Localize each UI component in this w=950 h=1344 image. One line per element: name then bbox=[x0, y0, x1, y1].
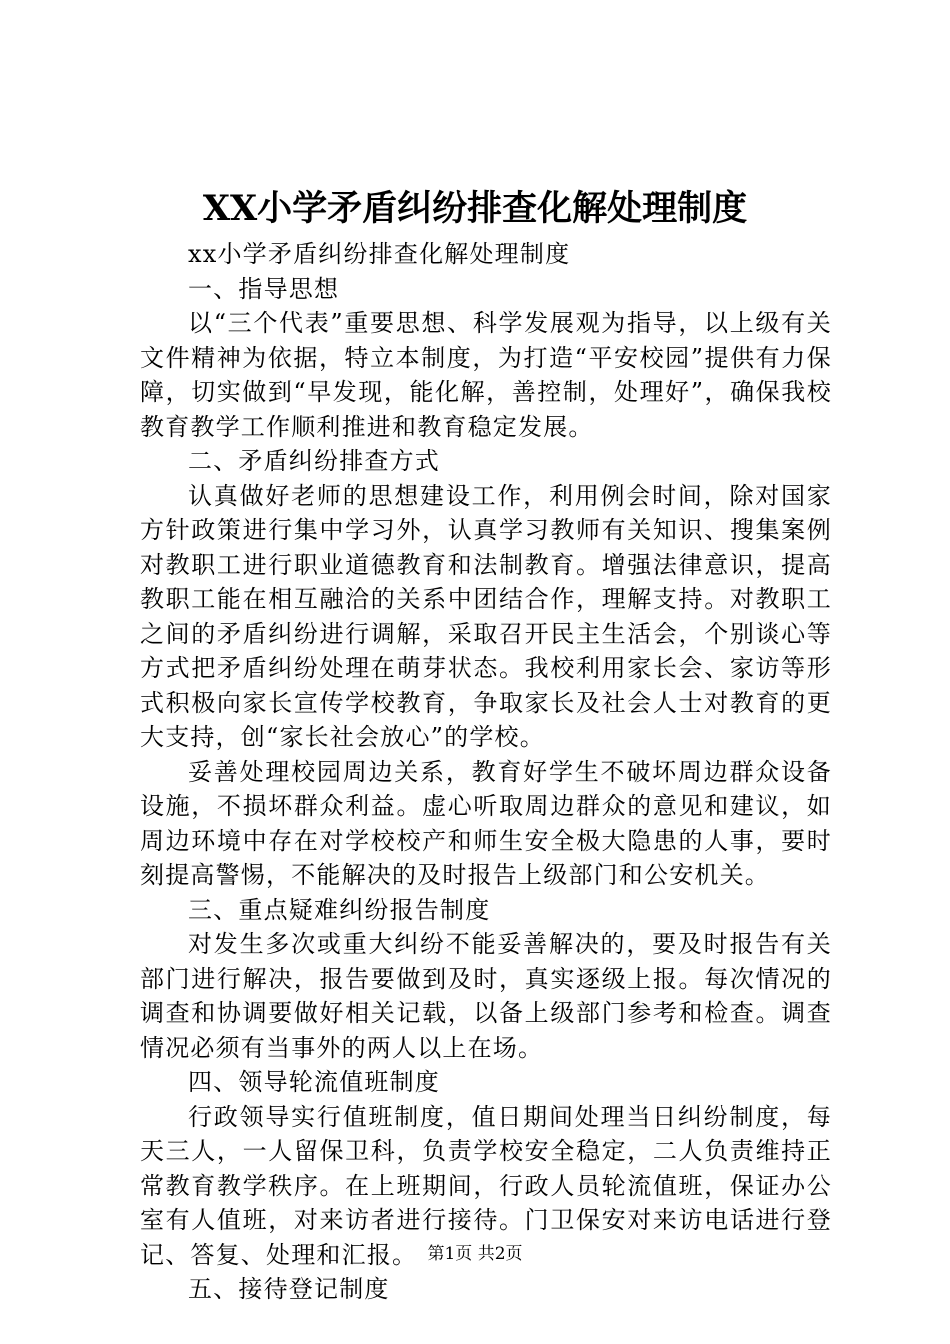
paragraph-subtitle: xx小学矛盾纠纷排查化解处理制度 bbox=[188, 240, 571, 268]
paragraph-report-system: 对发生多次或重大纠纷不能妥善解决的，要及时报告有关部门进行解决，报告要做到及时，真实逐级上报。每次情况的调查和协调要做好相关记载，以备上级部门参考和检查。调查情况必须有当事外的两人以上在场。 bbox=[140, 930, 832, 1062]
paragraph-guiding-thought: 以“三个代表”重要思想、科学发展观为指导，以上级有关文件精神为依据，特立本制度，为打造“平安校园”提供有力保障，切实做到“早发现，能化解，善控制，处理好”，确保我校教育教学工作顺利推进和教育稳定发展。 bbox=[140, 309, 832, 441]
document-body bbox=[140, 237, 832, 1307]
section-heading-4: 四、领导轮流值班制度 bbox=[188, 1068, 440, 1096]
section-heading-5: 五、接待登记制度 bbox=[188, 1275, 390, 1303]
paragraph-surroundings: 妥善处理校园周边关系，教育好学生不破坏周边群众设备设施，不损坏群众利益。虚心听取周边群众的意见和建议，如周边环境中存在对学校校产和师生安全极大隐患的人事，要时刻提高警惕，不能解决的及时报告上级部门和公安机关。 bbox=[140, 757, 832, 889]
section-heading-1: 一、指导思想 bbox=[188, 274, 340, 303]
section-heading-2: 二、矛盾纠纷排查方式 bbox=[188, 447, 440, 475]
page-footer: 第1页 共2页 bbox=[427, 1244, 523, 1264]
paragraph-investigation-method: 认真做好老师的思想建设工作，利用例会时间，除对国家方针政策进行集中学习外，认真学习教师有关知识、搜集案例对教职工进行职业道德教育和法制教育。增强法律意识，提高教职工能在相互融洽的关系中团结合作，理解支持。对教职工之间的矛盾纠纷进行调解，采取召开民主生活会，个别谈心等方式把矛盾纠纷处理在萌芽状态。我校利用家长会、家访等形式积极向家长宣传学校教育，争取家长及社会人士对教育的更大支持，创“家长社会放心”的学校。 bbox=[140, 481, 832, 751]
paragraph-duty-system: 行政领导实行值班制度，值日期间处理当日纠纷制度，每天三人，一人留保卫科，负责学校安全稳定，二人负责维持正常教育教学秩序。在上班期间，行政人员轮流值班，保证办公室有人值班，对来访者进行接待。门卫保安对来访电话进行登记、答复、处理和汇报。 bbox=[140, 1102, 832, 1269]
document-title: XX小学矛盾纠纷排查化解处理制度 bbox=[202, 188, 748, 229]
section-heading-3: 三、重点疑难纠纷报告制度 bbox=[188, 895, 491, 924]
